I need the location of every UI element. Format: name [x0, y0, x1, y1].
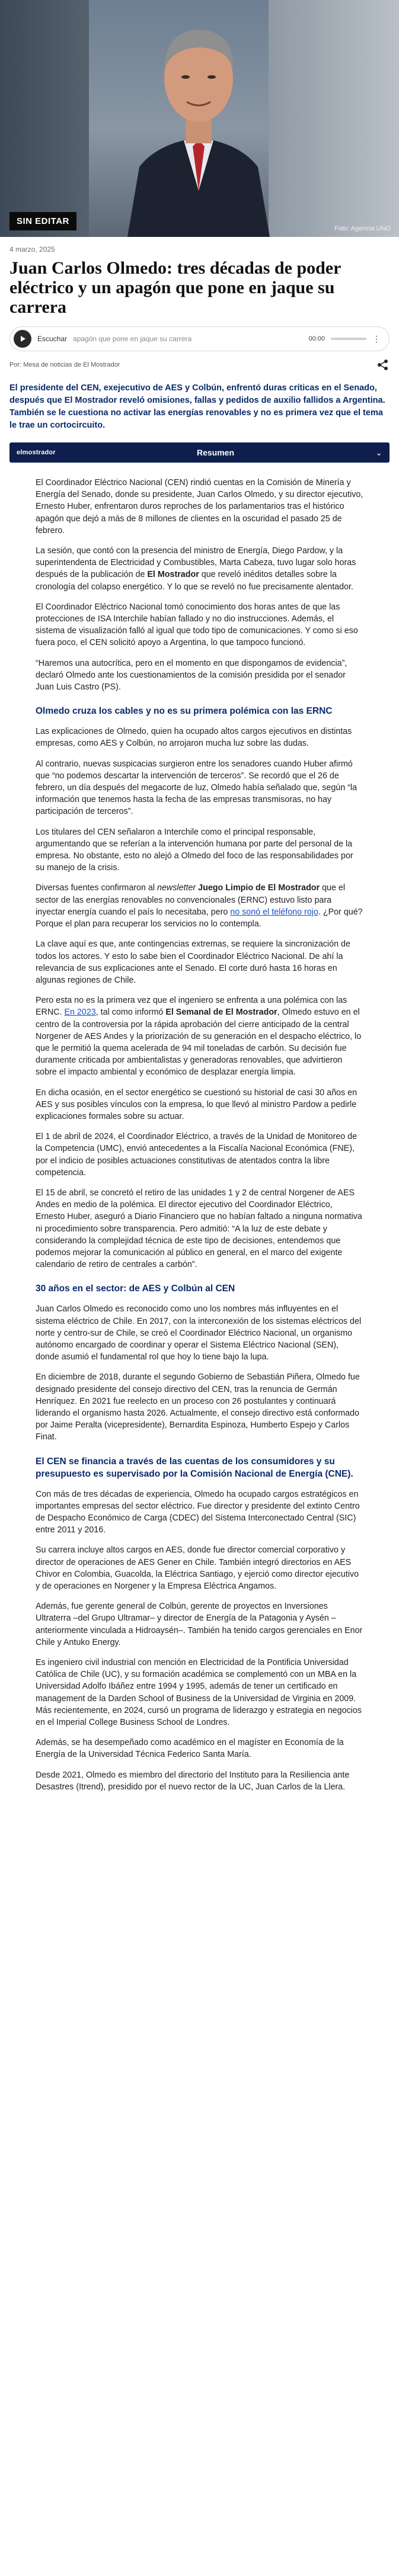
- paragraph: Es ingeniero civil industrial con mención en Electricidad de la Pontificia Universidad Católica de Chile (UC), y su formación académica se complementó con un MBA en la Universidad Adolfo Ibáñez entre 1994 y 1995, además de tener un certificado en management de la Darden School of Business de la Universidad de Virginia en 2009. Más recientemente, en 2024, cursó un programa de liderazgo y estrategia en negocios en el Imperial College Business School de Londres.: [36, 1658, 362, 1728]
- link-2023[interactable]: En 2023: [64, 1008, 96, 1018]
- red-phone-link[interactable]: no sonó el teléfono rojo: [230, 907, 318, 917]
- paragraph: Con más de tres décadas de experiencia, Olmedo ha ocupado cargos estratégicos en importantes empresas del sector eléctrico. Fue director y presidente del extinto Centro de Despacho Económico de Carga (CDEC) del Sistema Interconectado Central (SIC) entre 2011 y 2016.: [36, 1489, 360, 1535]
- paragraph: El Coordinador Eléctrico Nacional tomó conocimiento dos horas antes de que las protecciones de ISA Interchile habían fallado y no dio instrucciones. Además, el sistema de visualización falló al igual que todo tipo de comunicaciones. Y como si eso fuera poco, el CEN solicitó apoyo a Argentina, lo que tampoco funcionó.: [36, 602, 358, 648]
- paragraph: Además, fue gerente general de Colbún, gerente de proyectos en Inversiones Ultraterra –del Grupo Ultramar– y director de Energía de la Patagonia y Aysén –anteriormente vinculada a Hidroaysén–. También ha tenido cargos gerenciales en Enor Chile y Antuko Energy.: [36, 1602, 363, 1647]
- byline-row: [9, 358, 390, 371]
- article-header: [0, 245, 399, 463]
- paragraph: Al contrario, nuevas suspicacias surgieron entre los senadores cuando Huber afirmó que “no podemos descartar la intervención de terceros”. Se recordó que el 26 de febrero, un día después del megacorte de luz, Olmedo había señalado que, según “la información que tenemos hasta la fecha de las empresas transmisoras, no hay participación de terceros”.: [36, 759, 357, 817]
- section-heading: 30 años en el sector: de AES y Colbún al CEN: [36, 1284, 235, 1294]
- summary-label: Resumen: [197, 448, 235, 457]
- hero-image: [0, 0, 399, 237]
- paragraph: El 15 de abril, se concretó el retiro de las unidades 1 y 2 de central Norgener de AES Andes en medio de la polémica. El director ejecutivo del Coordinador Eléctrico, Ernesto Huber, aseguró a Diario Financiero que no habían faltado a ninguna normativa ni procedimiento sobre transparencia. Pero admitió: “A la luz de este debate y considerando la complejidad técnica de este tipo de decisiones, entendemos que podemos mejorar la comunicación al público en general, en el marco del exigente calendario de retiro de centrales a carbón”.: [36, 1188, 362, 1270]
- paragraph: Desde 2021, Olmedo es miembro del directorio del Instituto para la Resiliencia ante Desastres (Itrend), presidido por el nuevo rector de la UC, Juan Carlos de la Llera.: [36, 1770, 350, 1792]
- paragraph: La clave aquí es que, ante contingencias extremas, se requiere la sincronización de todos los actores. Y esto lo sabe bien el Coordinador Eléctrico Nacional. De ahí la relevancia de sus explicaciones ante el Senado. El corte duró hasta 16 horas en algunas regiones de Chile.: [36, 939, 350, 985]
- section-heading: Olmedo cruza los cables y no es su primera polémica con las ERNC: [36, 706, 333, 717]
- portrait-photo: [122, 13, 276, 237]
- paragraph: En dicha ocasión, en el sector energético se cuestionó su historial de casi 30 años en AES y sus posibles vínculos con la empresa, lo que llevó al ministro Pardow a pedirle explicaciones formales sobre su actuar.: [36, 1087, 357, 1121]
- hero-wall-left: [0, 0, 89, 237]
- photo-credit: Foto: Agencia UNO: [334, 225, 391, 232]
- audio-player: [9, 326, 390, 351]
- listen-label: Escuchar: [37, 335, 68, 343]
- player-time: 00:00: [308, 335, 325, 342]
- summary-toggle[interactable]: [9, 442, 390, 463]
- edit-badge: SIN EDITAR: [9, 212, 76, 230]
- paragraph: Además, se ha desempeñado como académico en el magíster en Economía de la Energía de la Universidad Técnica Federico Santa María.: [36, 1738, 344, 1760]
- paragraph: El Coordinador Eléctrico Nacional (CEN) rindió cuentas en la Comisión de Minería y Energía del Senado, donde su presidente, Juan Carlos Olmedo, y su director ejecutivo, Ernesto Huber, enfrentaron duros reproches de los parlamentarios tras el histórico apagón que dejó a más de 8 millones de clientes en la oscuridad el pasado 25 de febrero.: [36, 478, 363, 535]
- publish-date: 4 marzo, 2025: [9, 245, 55, 254]
- more-icon[interactable]: ⋮: [372, 333, 381, 344]
- player-progress-bar[interactable]: [331, 338, 366, 340]
- paragraph: Los titulares del CEN señalaron a Interchile como el principal responsable, argumentando que se referían a la intervención humana por parte del personal de la empresa. No obstante, esto no alejó a Olmedo del foco de las responsabilidades por su manejo de la crisis.: [36, 827, 353, 873]
- paragraph: En diciembre de 2018, durante el segundo Gobierno de Sebastián Piñera, Olmedo fue designado presidente del consejo directivo del CEN, tras la renuncia de Germán Henríquez. En 2021 fue reelecto en un proceso con 26 postulantes y continuará liderando el organismo hasta 2026. Actualmente, el consejo directivo está conformado por Jaime Peralta (vicepresidente), Bernardita Espinoza, Humberto Espejo y Carlos Finat.: [36, 1372, 360, 1442]
- page-title: Juan Carlos Olmedo: tres décadas de poder eléctrico y un apagón que pone en jaque su carrera: [9, 258, 341, 317]
- section-heading: El CEN se financia a través de las cuentas de los consumidores y su presupuesto es supervisado por la Comisión Nacional de Energía (CNE).: [36, 1456, 353, 1479]
- player-track-title: apagón que pone en jaque su carrera: [73, 335, 192, 343]
- paragraph: Diversas fuentes confirmaron al newsletter Juego Limpio de El Mostrador que el sector de las energías renovables no convencionales (ERNC) estuvo listo para inyectar energía cuando el país lo necesitaba, pero no sonó el teléfono rojo. ¿Por qué? Porque el plan para recuperar los servicios no lo contempla.: [36, 883, 363, 929]
- article-lead: El presidente del CEN, exejecutivo de AES y Colbún, enfrentó duras críticas en el Senado, después que El Mostrador reveló omisiones, fallas y pedidos de auxilio fallidos a Argentina. También se le cuestiona no activar las energías renovables y no es primera vez que el tema le trae un cortocircuito.: [9, 383, 385, 430]
- paragraph: Las explicaciones de Olmedo, quien ha ocupado altos cargos ejecutivos en distintas empresas, como AES y Colbún, no arrojaron mucha luz sobre las dudas.: [36, 727, 352, 749]
- hero-wall-right: [269, 0, 399, 237]
- paragraph: La sesión, que contó con la presencia del ministro de Energía, Diego Pardow, y la superintendenta de Electricidad y Combustibles, Marta Cabeza, tuvo lugar solo horas después de la publicación de El Mostrador que reveló inéditos detalles sobre la cronología del colapso energético. Y lo que se reveló no fue precisamente alentador.: [36, 546, 356, 592]
- paragraph: Pero esta no es la primera vez que el ingeniero se enfrenta a una polémica con las ERNC. En 2023, tal como informó El Semanal de El Mostrador, Olmedo estuvo en el centro de la controversia por la rápida aprobación del cierre anticipado de la central Norgener de AES Andes y la priorización de su generación en el despacho eléctrico, lo que le permitió la quema acelerada de 94 mil toneladas de carbón. Su decisión fue duramente criticada por ambientalistas y generadoras renovables, que advirtieron sobre el impacto ambiental y económico de desplazar energía limpia.: [36, 996, 362, 1077]
- play-button[interactable]: [14, 330, 31, 348]
- chevron-down-icon: ⌄: [375, 447, 382, 457]
- byline: Por: Mesa de noticias de El Mostrador: [9, 361, 120, 368]
- summary-brand: elmostrador: [17, 449, 56, 456]
- publication-name: El Mostrador: [147, 570, 199, 580]
- play-icon: [19, 335, 26, 342]
- paragraph: “Haremos una autocrítica, pero en el momento en que dispongamos de evidencia”, declaró Olmedo ante los cuestionamientos de la comisión presidida por el senador Juan Luis Castro (PS).: [36, 658, 347, 692]
- article-body: [0, 463, 399, 1793]
- paragraph: Juan Carlos Olmedo es reconocido como uno los nombres más influyentes en el sistema eléctrico de Chile. En 2017, con la interconexión de los sistemas eléctricos del norte y centro-sur de Chile, se creó el Coordinador Eléctrico Nacional, un organismo autónomo encargado de coordinar y operar el Sistema Eléctrico Nacional (SEN), donde asumió el fundamental rol que hoy lo tiene bajo la lupa.: [36, 1304, 362, 1362]
- paragraph: El 1 de abril de 2024, el Coordinador Eléctrico, a través de la Unidad de Monitoreo de la Competencia (UMC), envió antecedentes a la Fiscalía Nacional Económica (FNE), por el indicio de posibles actuaciones constitutivas de atentados contra la libre competencia.: [36, 1132, 357, 1178]
- share-icon[interactable]: [376, 358, 390, 371]
- paragraph: Su carrera incluye altos cargos en AES, donde fue director comercial corporativo y director de operaciones de AES Gener en Chile. También integró directorios en AES Chivor en Colombia, Guacolda, la Eléctrica Santiago, y ejerció como director ejecutivo y de operaciones en Norgener y la Empresa Eléctrica Angamos.: [36, 1545, 359, 1592]
